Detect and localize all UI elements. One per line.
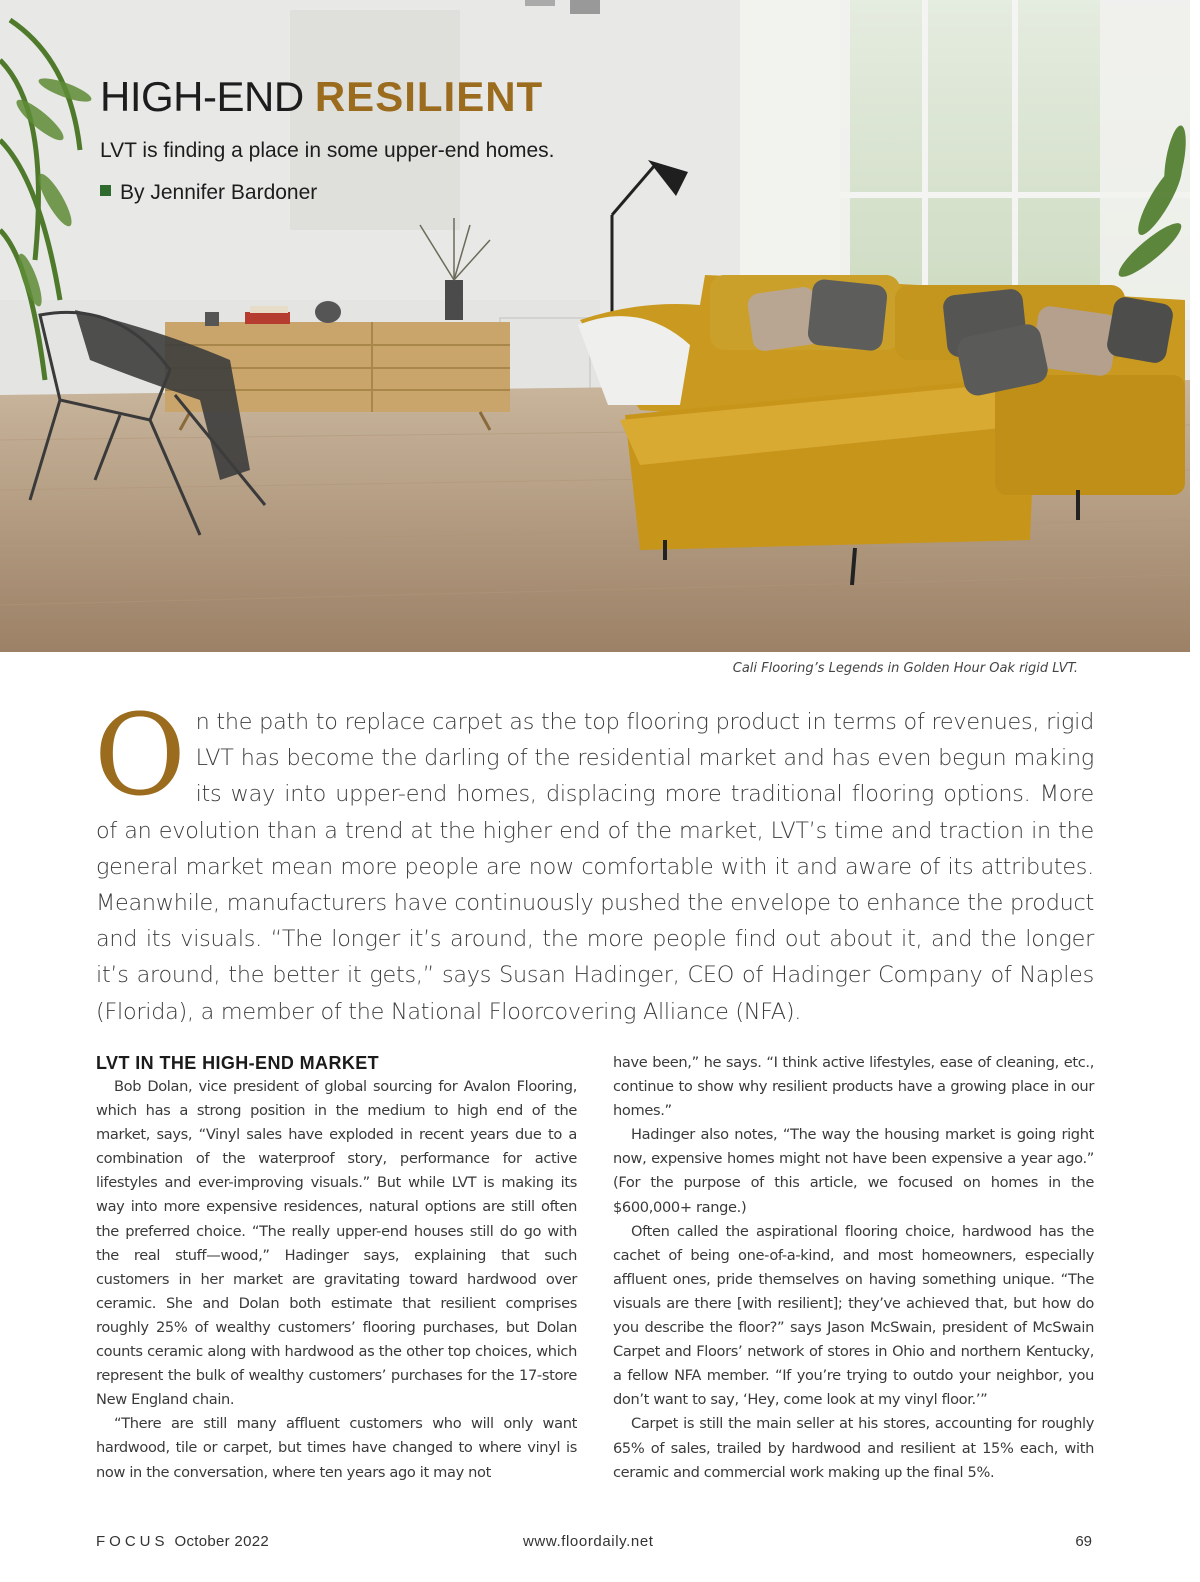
body-column-right [613,1051,1094,1485]
section-subhead: LVT IN THE HIGH-END MARKET [96,1053,380,1073]
lede-text: n the path to replace carpet as the top flooring product in terms of revenues, rigid LVT has become the darling of the residential market and has even begun making its way into upper-end homes, displacing more traditional flooring options. More of an evolution than a trend at the higher end of the market, LVT’s time and traction in the general market mean more people are now comfortable with it and aware of its attributes. Meanwhile, manufacturers have continuously pushed the envelope to enhance the product and its visuals. “The longer it’s around, the more people find out about it, and the longer it’s around, the better it gets,” says Susan Hadinger, CEO of Hadinger Company of Naples (Florida), a member of the National Floorcovering Alliance (NFA). [96,709,1094,1025]
article-title [100,73,543,121]
photo-caption: Cali Flooring’s Legends in Golden Hour Oak rigid LVT. [732,661,1078,676]
body-paragraph: Bob Dolan, vice president of global sourcing for Avalon Flooring, which has a strong position in the medium to high end of the market, says, “Vinyl sales have exploded in recent years due to a combination of the waterproof story, performance for active lifestyles and ever-improving visuals.” But while LVT is making its way into more expensive residences, natural options are still often the preferred choice. “The really upper-end houses still do go with the real stuff—wood,” Hadinger says, explaining that such customers in her market are gravitating toward hardwood over ceramic. She and Dolan both estimate that resilient comprises roughly 25% of wealthy customers’ flooring purchases, but Dolan counts ceramic along with hardwood as the other top choices, which represent the bulk of wealthy customers’ purchases for the 17-store New England chain. [96,1078,577,1409]
body-paragraph: “There are still many affluent customers who will only want hardwood, tile or carpet, but times have changed to where vinyl is now in the conversation, where ten years ago it may not [96,1415,577,1481]
page-number: 69 [1075,1533,1092,1550]
title-plain: HIGH-END [100,73,304,120]
drop-cap: O [94,691,186,821]
issue-date: October 2022 [174,1533,269,1550]
footer-website[interactable]: www.floordaily.net [523,1533,654,1550]
byline [100,181,317,205]
title-accent: RESILIENT [314,73,544,120]
hero-photo [0,0,1190,652]
lede-paragraph [94,691,1094,1030]
body-paragraph: have been,” he says. “I think active lifestyles, ease of cleaning, etc., continue to show why resilient products have a growing place in our homes.” [613,1054,1094,1120]
body-column-left [96,1051,577,1485]
article-deck: LVT is finding a place in some upper-end homes. [100,139,555,162]
byline-text: By Jennifer Bardoner [120,181,318,204]
byline-square-icon [100,185,111,196]
publication-name: FOCUS [96,1533,169,1550]
body-paragraph: Hadinger also notes, “The way the housing market is going right now, expensive homes might not have been expensive a year ago.” (For the purpose of this article, we focused on homes in the $600,000+ range.) [613,1126,1094,1216]
footer-publication [96,1533,269,1550]
body-paragraph: Carpet is still the main seller at his stores, accounting for roughly 65% of sales, trailed by hardwood and resilient at 15% each, with ceramic and commercial work making up the final 5%. [613,1415,1094,1481]
body-paragraph: Often called the aspirational flooring choice, hardwood has the cachet of being one-of-a-kind, and most homeowners, especially affluent ones, pride themselves on having something unique. “The visuals are there [with resilient]; they’ve achieved that, but how do you describe the floor?” says Jason McSwain, president of McSwain Carpet and Floors’ network of stores in Ohio and northern Kentucky, a fellow NFA member. “If you’re trying to outdo your neighbor, you don’t want to say, ‘Hey, come look at my vinyl floor.’” [613,1222,1094,1409]
